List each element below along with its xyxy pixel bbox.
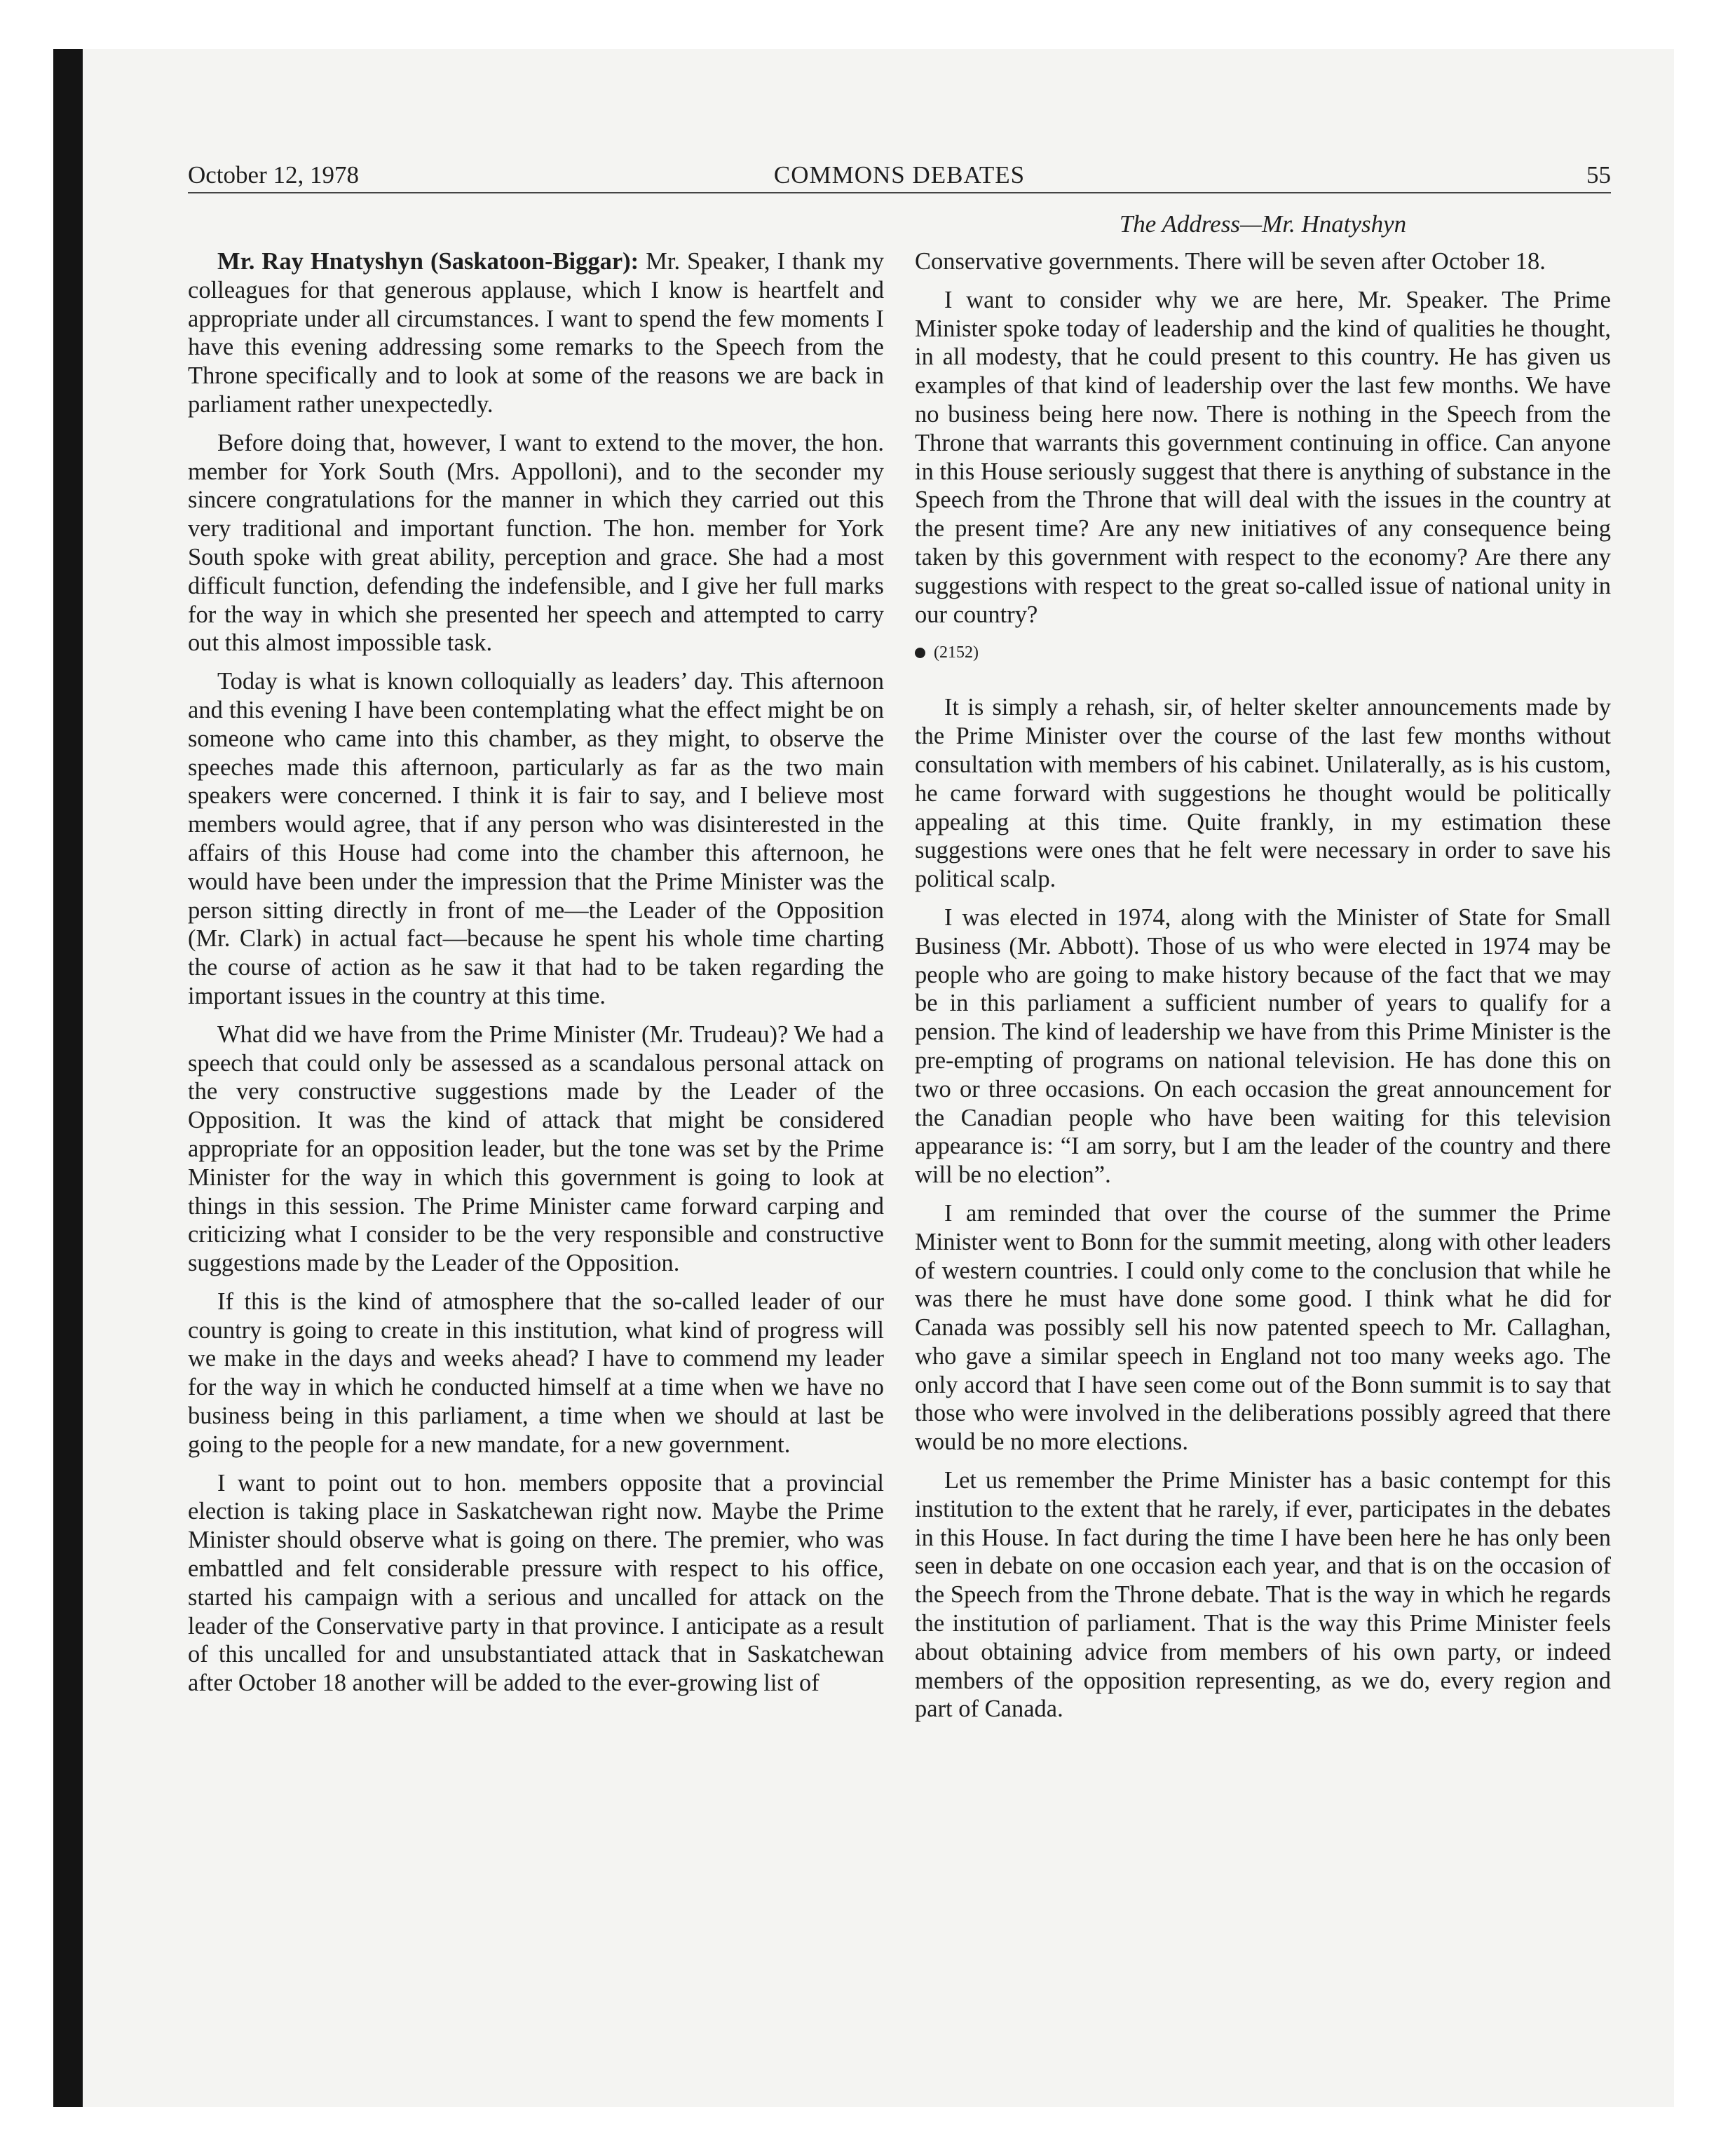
- time-marker: [915, 639, 1611, 667]
- continuation-paragraph: Conservative governments. There will be seven after October 18.: [915, 248, 1546, 275]
- paragraph: If this is the kind of atmosphere that the so-called leader of our country is going to create in this institution, what kind of progress will we make in the days and weeks ahead? I have to commend my leader for the way in which he conducted himself at a time when we have no business being in this parliament, a time when we should at last be going to the people for a new mandate, for a new government.: [188, 1288, 884, 1458]
- bullet-icon: [915, 648, 925, 658]
- speaker-paragraph: [188, 247, 884, 419]
- paragraph: Today is what is known colloquially as leaders’ day. This afternoon and this evening I have been contemplating what the effect might be on someone who came into this chamber, as they might, to observe the speeches made this afternoon, particularly as far as the two main speakers were concerned. I think it is fair to say, and I believe most members would agree, that if any person who was disinterested in the affairs of this House had come into the chamber this afternoon, he would have been under the impression that the Prime Minister was the person sitting directly in front of me—the Leader of the Opposition (Mr. Clark) in actual fact—because he spent his whole time charting the course of action as he saw it that had to be taken regarding the important issues in the country at this time.: [188, 668, 884, 1009]
- paragraph: I want to point out to hon. members opposite that a provincial election is taking place in Saskatchewan right now. Maybe the Prime Minister should observe what is going on there. The premier, who was embattled and felt considerable pressure with respect to his office, started his campaign with a serious and uncalled for attack on the leader of the Conservative party in that province. I anticipate as a result of this uncalled for and unsubstantiated attack that in Saskatchewan after October 18 another will be added to the ever-growing list of: [188, 1469, 884, 1697]
- section-heading: The Address—Mr. Hnatyshyn: [1119, 210, 1407, 238]
- paragraph: Before doing that, however, I want to extend to the mover, the hon. member for York South (Mrs. Appolloni), and to the seconder my sincere congratulations for the manner in which they carried out this very traditional and important function. The hon. member for York South spoke with great ability, perception and grace. She had a most difficult function, defending the indefensible, and I give her full marks for the way in which she presented her speech and attempted to carry out this almost impossible task.: [188, 429, 884, 657]
- speaker-name: Mr. Ray Hnatyshyn (Saskatoon-Biggar):: [217, 248, 639, 275]
- paragraph: I am reminded that over the course of the summer the Prime Minister went to Bonn for the summit meeting, along with other leaders of western countries. I could only come to the conclusion that while he was there he must have done some good. I think what he did for Canada was possibly sell his now patented speech to Mr. Callaghan, who gave a similar speech in England not too many weeks ago. The only accord that I have seen come out of the Bonn summit is to say that those who were involved in the deliberations possibly agreed that there would be no more elections.: [915, 1199, 1611, 1456]
- header-page-number: 55: [1586, 161, 1611, 189]
- speaker-paragraph-text: Mr. Speaker, I thank my colleagues for that generous applause, which I know is heartfelt and appropriate under all circumstances. I want to spend the few moments I have this evening addressing some remarks to the Speech from the Throne specifically and to look at some of the reasons we are back in parliament rather unexpectedly.: [188, 248, 884, 418]
- paragraph: Let us remember the Prime Minister has a basic contempt for this institution to the extent that he rarely, if ever, participates in the debates in this House. In fact during the time I have been here he has only been seen in debate on one occasion each year, and that is on the occasion of the Speech from the Throne debate. That is the way in which he regards the institution of parliament. That is the way this Prime Minister feels about obtaining advice from members of his own party, or indeed members of the opposition representing, as we do, every region and part of Canada.: [915, 1467, 1611, 1723]
- paragraph: What did we have from the Prime Minister (Mr. Trudeau)? We had a speech that could only be assessed as a scandalous personal attack on the very constructive suggestions made by the Leader of the Opposition. It was the kind of attack that might be considered appropriate for an opposition leader, but the tone was set by the Prime Minister for the way in which this government is going to look at things in this session. The Prime Minister came forward carping and criticizing what I consider to be the very responsible and constructive suggestions made by the Leader of the Opposition.: [188, 1021, 884, 1277]
- paragraph: It is simply a rehash, sir, of helter skelter announcements made by the Prime Minister over the course of the last few months without consultation with members of his cabinet. Unilaterally, as is his custom, he came forward with suggestions he thought would be politically appealing at this time. Quite frankly, in my estimation these suggestions were ones that he felt were necessary in order to save his political scalp.: [915, 694, 1611, 893]
- header-rule: [188, 192, 1611, 193]
- left-column: [188, 247, 884, 1707]
- running-header: [188, 160, 1611, 191]
- time-marker-text: (2152): [934, 643, 979, 662]
- header-publication: COMMONS DEBATES: [773, 161, 1026, 189]
- header-date: October 12, 1978: [188, 161, 359, 189]
- paragraph: I was elected in 1974, along with the Minister of State for Small Business (Mr. Abbott). Those of us who were elected in 1974 may be people who are going to make history because of the fact that we may be in this parliament a sufficient number of years to qualify for a pension. The kind of leadership we have from this Prime Minister is the pre-empting of programs on national television. He has done this on two or three occasions. On each occasion the great announcement for the Canadian people who have been waiting for this television appearance is: “I am sorry, but I am the leader of the country and there will be no election”.: [915, 903, 1611, 1189]
- right-column: [915, 247, 1611, 1733]
- scan-edge-shadow: [53, 49, 83, 2107]
- paragraph: I want to consider why we are here, Mr. Speaker. The Prime Minister spoke today of leadership and the kind of qualities he thought, in all modesty, that he could present to this country. He has given us examples of that kind of leadership over the last few months. We have no business being here now. There is nothing in the Speech from the Throne that warrants this government continuing in office. Can anyone in this House seriously suggest that there is anything of substance in the Speech from the Throne that will deal with the issues in the country at the present time? Are any new initiatives of any consequence being taken by this government with respect to the economy? Are there any suggestions with respect to the great so-called issue of national unity in our country?: [915, 286, 1611, 628]
